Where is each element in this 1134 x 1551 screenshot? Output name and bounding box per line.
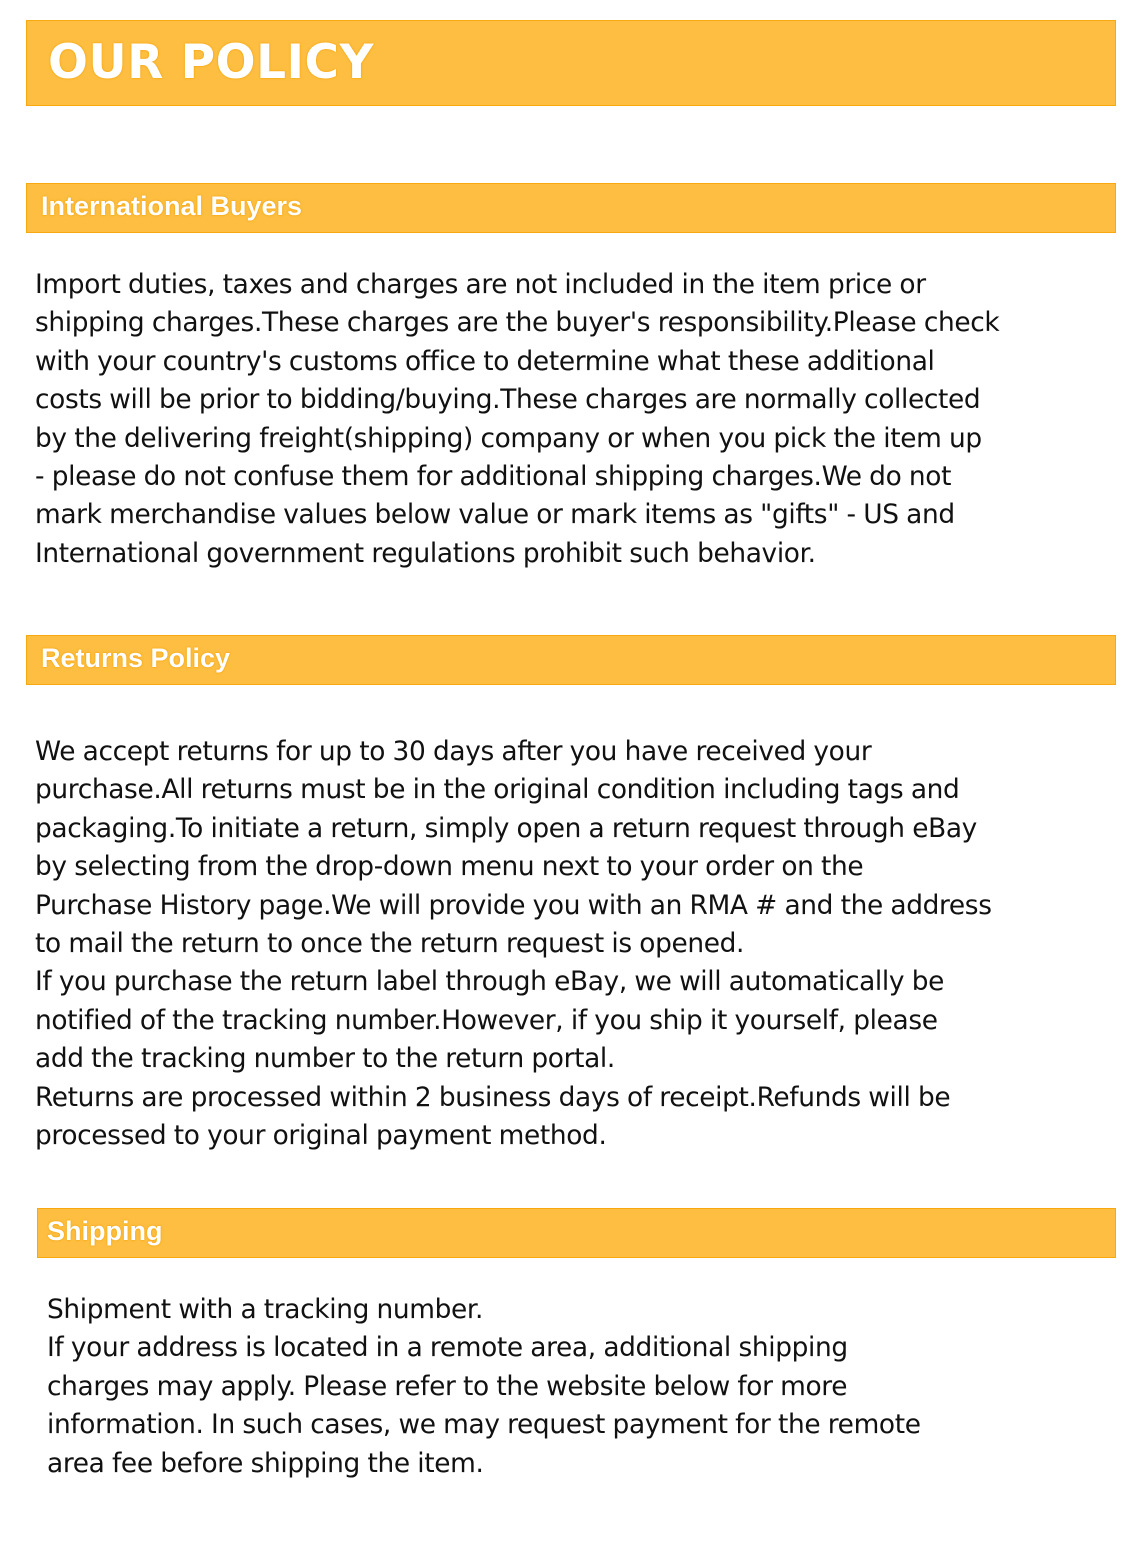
section-header-international-buyers	[26, 183, 1116, 233]
international-buyers-text: Import duties, taxes and charges are not included in the item price or shipping charges.These charges are the buyer's responsibility.Please check with your country's customs office to determine what these additional costs will be prior to bidding/buying.These charges are normally collected by the delivering freight(shipping) company or when you pick the item up - please do not confuse them for additional shipping charges.We do not mark merchandise values below value or mark items as "gifts" - US and International government regulations prohibit such behavior.	[35, 269, 1000, 569]
section-header-returns-policy	[26, 635, 1116, 685]
returns-policy-text: We accept returns for up to 30 days after you have received your purchase.All returns must be in the original condition including tags and packaging.To initiate a return, simply open a return request through eBay by selecting from the drop-down menu next to your order on the Purchase History page.We will provide you with an RMA # and the address to mail the return to once the return request is opened. If you purchase the return label through eBay, we will automatically be notified of the tracking number.However, if you ship it yourself, please add the tracking number to the return portal. Returns are processed within 2 business days of receipt.Refunds will be processed to your original payment method.	[35, 736, 992, 1152]
policy-title-banner	[26, 20, 1116, 106]
page-title: OUR POLICY	[48, 35, 375, 90]
section-header-shipping	[37, 1208, 1116, 1258]
section-heading: Returns Policy	[41, 643, 231, 673]
section-heading: Shipping	[47, 1216, 163, 1246]
shipping-text: Shipment with a tracking number. If your address is located in a remote area, additional shipping charges may apply. Please refer to the website below for more information. In such cases, we may request payment for the remote area fee before shipping the item.	[47, 1294, 921, 1479]
section-heading: International Buyers	[41, 191, 303, 221]
